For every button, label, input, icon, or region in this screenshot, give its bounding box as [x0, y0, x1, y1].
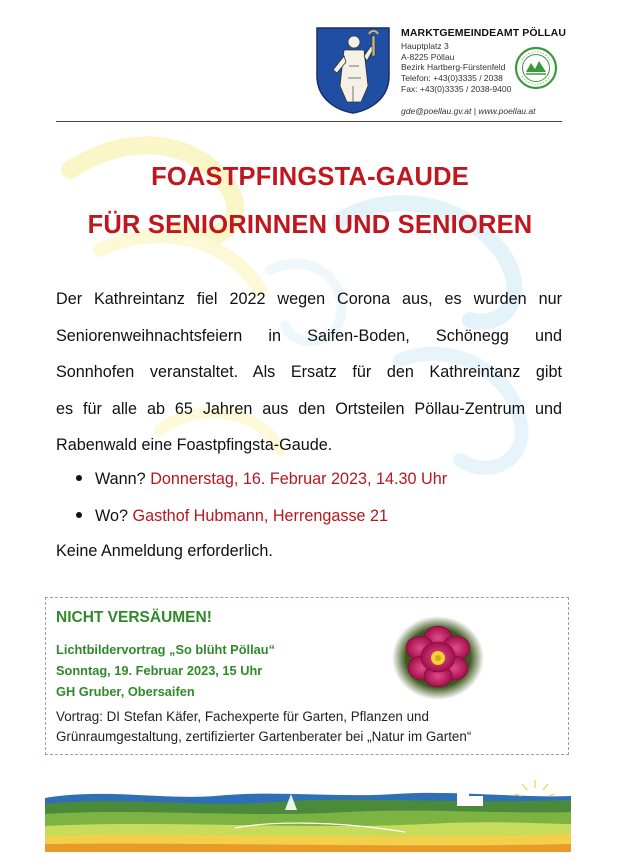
- address-line: Bezirk Hartberg-Fürstenfeld: [401, 62, 506, 73]
- paragraph-line: Seniorenweihnachtsfeiern in Saifen-Boden, Schönegg und: [56, 326, 562, 345]
- letterhead-divider: [56, 121, 562, 122]
- landscape-illustration: [45, 774, 571, 852]
- fax-line: Fax: +43(0)3335 / 2038-9400: [401, 83, 512, 94]
- naturpark-logo-icon: [514, 46, 558, 90]
- promo-speaker-line: Vortrag: DI Stefan Käfer, Fachexperte für Garten, Pflanzen und: [56, 709, 429, 724]
- bullet-dot-icon: [76, 512, 82, 518]
- sub-heading: FÜR SENIORINNEN UND SENIOREN: [87, 211, 533, 239]
- promo-title: NICHT VERSÄUMEN!: [56, 609, 212, 626]
- promo-event-title: Lichtbildervortrag „So blüht Pöllau“: [56, 642, 275, 657]
- promo-speaker-line: Grünraumgestaltung, zertifizierter Gartenberater bei „Natur im Garten“: [56, 729, 472, 744]
- phone-line: Telefon: +43(0)3335 / 2038: [401, 73, 503, 84]
- paragraph-line: Rabenwald eine Foastpfingsta-Gaude.: [56, 436, 333, 454]
- promo-event-venue: GH Gruber, Obersaifen: [56, 684, 195, 699]
- where-label: Wo?: [95, 507, 133, 525]
- peony-flower-image: [392, 616, 484, 700]
- office-title: MARKTGEMEINDEAMT PÖLLAU: [401, 27, 567, 39]
- intro-paragraph: [56, 281, 562, 464]
- where-value: Gasthof Hubmann, Herrengasse 21: [132, 507, 389, 525]
- paragraph-line: Der Kathreintanz fiel 2022 wegen Corona aus, es wurden nur: [56, 290, 562, 308]
- promo-event-date: Sonntag, 19. Februar 2023, 15 Uhr: [56, 663, 263, 678]
- where-bullet: [76, 507, 388, 526]
- main-heading: FOASTPFINGSTA-GAUDE: [151, 163, 469, 191]
- address-line: A-8225 Pöllau: [401, 51, 455, 62]
- registration-note: Keine Anmeldung erforderlich.: [56, 542, 273, 560]
- office-address: [401, 41, 511, 94]
- address-line: Hauptplatz 3: [401, 41, 449, 51]
- when-value: Donnerstag, 16. Februar 2023, 14.30 Uhr: [150, 470, 448, 488]
- paragraph-line: es für alle ab 65 Jahren aus den Ortsteilen Pöllau-Zentrum und: [56, 399, 562, 418]
- paragraph-line: Sonnhofen veranstaltet. Als Ersatz für den Kathreintanz gibt: [56, 363, 562, 381]
- office-contact-line: gde@poellau.gv.at | www.poellau.at: [401, 106, 536, 116]
- when-bullet: [76, 470, 447, 489]
- municipal-coat-of-arms-icon: [313, 26, 393, 114]
- when-label: Wann?: [95, 470, 151, 488]
- bullet-dot-icon: [76, 475, 82, 481]
